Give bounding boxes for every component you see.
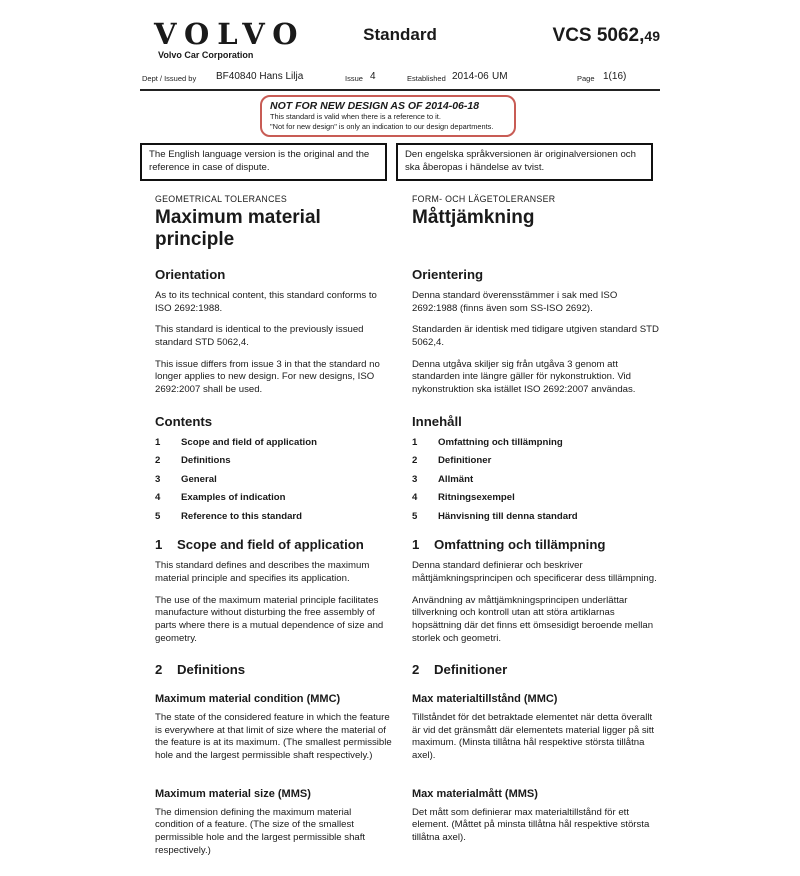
document-title-sv: Måttjämkning xyxy=(412,207,535,229)
toc-label: General xyxy=(181,473,217,485)
toc-item xyxy=(155,455,392,466)
toc-item xyxy=(155,511,392,522)
page-value: 1(16) xyxy=(603,71,627,82)
toc-num: 1 xyxy=(412,436,418,448)
section1-p1-en: This standard defines and describes the maximum material principle and specifies its application. xyxy=(155,560,370,584)
section1-heading-sv xyxy=(412,537,660,552)
orientation-heading-en: Orientation xyxy=(155,267,226,283)
section1-title-sv: Omfattning och tillämpning xyxy=(434,537,606,553)
section1-heading-en xyxy=(155,537,392,552)
body-columns xyxy=(140,194,660,876)
document-type: Standard xyxy=(363,25,437,44)
toc-label: Omfattning och tillämpning xyxy=(438,436,563,448)
document-number-main: VCS 5062, xyxy=(552,25,645,46)
mmc-definition-sv xyxy=(412,687,660,782)
issue-label: Issue xyxy=(345,74,363,83)
toc-label: Ritningsexempel xyxy=(438,492,515,504)
english-disclaimer-box: The English language version is the original and the reference in case of dispute. xyxy=(140,143,387,181)
toc-label: Definitions xyxy=(181,455,231,467)
toc-item xyxy=(412,492,660,503)
toc-num: 5 xyxy=(412,510,418,522)
toc-num: 3 xyxy=(155,473,161,485)
toc-num: 1 xyxy=(155,436,161,448)
orientation-heading-sv: Orientering xyxy=(412,267,484,283)
language-disclaimer-row xyxy=(140,143,660,181)
toc-item xyxy=(412,474,660,485)
dept-value: BF40840 Hans Lilja xyxy=(216,71,304,82)
contents-heading-sv: Innehåll xyxy=(412,413,462,429)
dept-label: Dept / Issued by xyxy=(142,74,197,83)
toc-item xyxy=(155,492,392,503)
toc-num: 4 xyxy=(155,492,161,504)
section2-heading-en xyxy=(155,662,392,687)
toc-num: 3 xyxy=(412,473,418,485)
mmc-heading-sv: Max materialtillstånd (MMC) xyxy=(412,693,558,706)
notice-line-1: This standard is valid when there is a reference to it. xyxy=(270,112,441,121)
toc-label: Definitioner xyxy=(438,455,492,467)
contents-heading-en: Contents xyxy=(155,413,213,429)
section1-p1-sv: Denna standard definierar och beskriver måttjämkningsprincipen och specificerar dess tillämpning. xyxy=(412,560,657,584)
mmc-body-sv: Tillståndet för det betraktade elementet när detta överallt är vid det gränsmått där elementets material ligger på sitt maximum. (Minsta tillåtna hål respektive största tillåtna axel). xyxy=(412,712,655,762)
company-name: Volvo Car Corporation xyxy=(158,50,254,60)
established-value: 2014-06 xyxy=(452,71,489,82)
document-header xyxy=(140,17,660,62)
toc-item xyxy=(155,474,392,485)
established-label: Established xyxy=(407,74,446,83)
mmc-definition-en xyxy=(155,687,392,782)
toc-item xyxy=(412,455,660,466)
section2-heading-line-en xyxy=(155,662,392,677)
document-page xyxy=(140,0,660,876)
issue-value: 4 xyxy=(370,71,376,82)
not-for-new-design-notice xyxy=(260,95,516,137)
document-title-en: Maximum material principle xyxy=(155,207,321,251)
mms-body-en: The dimension defining the maximum material condition of a feature. (The size of the smallest permissible hole and the largest permissible shaft respectively.) xyxy=(155,806,366,856)
established-org: UM xyxy=(492,71,508,82)
toc-label: Hänvisning till denna standard xyxy=(438,510,578,522)
category-sv: FORM- OCH LÄGETOLERANSER xyxy=(412,194,556,205)
title-block-sv xyxy=(412,194,660,267)
page-label: Page xyxy=(577,74,595,83)
mmc-heading-en: Maximum material condition (MMC) xyxy=(155,693,341,706)
orientation-section-sv xyxy=(412,267,660,414)
toc-num: 2 xyxy=(412,455,418,467)
mms-heading-en: Maximum material size (MMS) xyxy=(155,787,311,800)
category-en: GEOMETRICAL TOLERANCES xyxy=(155,194,288,205)
toc-item xyxy=(412,437,660,448)
mms-definition-sv xyxy=(412,782,660,876)
notice-title: NOT FOR NEW DESIGN AS OF 2014-06-18 xyxy=(270,100,480,112)
orientation-p2-sv: Standarden är identisk med tidigare utgiven standard STD 5062,4. xyxy=(412,324,659,349)
contents-section-sv xyxy=(412,414,660,538)
toc-item xyxy=(412,511,660,522)
notice-line-2: "Not for new design" is only an indication to our design departments. xyxy=(270,121,494,131)
orientation-p1-sv: Denna standard överensstämmer i sak med ISO 2692:1988 (finns även som SS-ISO 2692). xyxy=(412,290,618,314)
toc-num: 4 xyxy=(412,492,418,504)
title-block-en xyxy=(155,194,392,267)
orientation-p3-en: This issue differs from issue 3 in that the standard no longer applies to new design. For new designs, ISO 2692:2007 shall be used. xyxy=(155,358,380,396)
toc-item xyxy=(155,437,392,448)
mms-heading-sv: Max materialmått (MMS) xyxy=(412,787,538,800)
toc-num: 5 xyxy=(155,510,161,522)
section1-sv xyxy=(412,537,660,662)
section1-num-en: 1 xyxy=(155,537,163,553)
section2-title-en: Definitions xyxy=(177,662,246,678)
mms-body-sv: Det mått som definierar max materialtillstånd för ett element. (Måttet på minsta tillåtna hål respektive största tillåtna axel). xyxy=(412,806,650,844)
toc-num: 2 xyxy=(155,455,161,467)
volvo-logo: VOLVO xyxy=(154,17,306,51)
section1-title-en: Scope and field of application xyxy=(177,537,364,553)
toc-label: Examples of indication xyxy=(181,492,286,504)
section1-en xyxy=(155,537,392,662)
mmc-body-en: The state of the considered feature in which the feature is everywhere at that limit of size where the material of the feature is at its maximum. (The smallest permissible hole and the largest permissible shaft respectively.) xyxy=(155,712,392,762)
section2-title-sv: Definitioner xyxy=(434,662,508,678)
mms-definition-en xyxy=(155,782,392,876)
section1-num-sv: 1 xyxy=(412,537,420,553)
toc-label: Allmänt xyxy=(438,473,474,485)
toc-label: Reference to this standard xyxy=(181,510,303,522)
orientation-p3-sv: Denna utgåva skiljer sig från utgåva 3 genom att standarden inte längre gäller för nykonstruktion. Vid nykonstruktion ska istället ISO 2692:2007 användas. xyxy=(412,358,636,396)
orientation-section-en xyxy=(155,267,392,414)
toc-label: Scope and field of application xyxy=(181,436,317,448)
document-number-suffix: 49 xyxy=(644,28,660,44)
swedish-disclaimer-box: Den engelska språkversionen är originalversionen och ska åberopas i händelse av tvist. xyxy=(396,143,653,181)
header-divider xyxy=(140,89,660,91)
contents-section-en xyxy=(155,414,392,538)
header-meta-row xyxy=(140,69,660,87)
section2-heading-line-sv xyxy=(412,662,660,677)
orientation-p2-en: This standard is identical to the previously issued standard STD 5062,4. xyxy=(155,324,364,349)
section1-p2-en: The use of the maximum material principle facilitates manufacture without disturbing the free assembly of parts where there is a mutual dependence of size and geometry. xyxy=(155,594,384,644)
section1-p2-sv: Användning av måttjämkningsprincipen underlättar tillverkning och kontroll utan att störa artiklarnas hopsättning där det finns ett ömsesidigt beroende mellan storlek och geometri. xyxy=(412,594,654,644)
section2-num-en: 2 xyxy=(155,662,163,678)
orientation-p1-en: As to its technical content, this standard conforms to ISO 2692:1988. xyxy=(155,290,377,314)
section2-heading-sv xyxy=(412,662,660,687)
section2-num-sv: 2 xyxy=(412,662,420,678)
document-number xyxy=(553,25,660,47)
